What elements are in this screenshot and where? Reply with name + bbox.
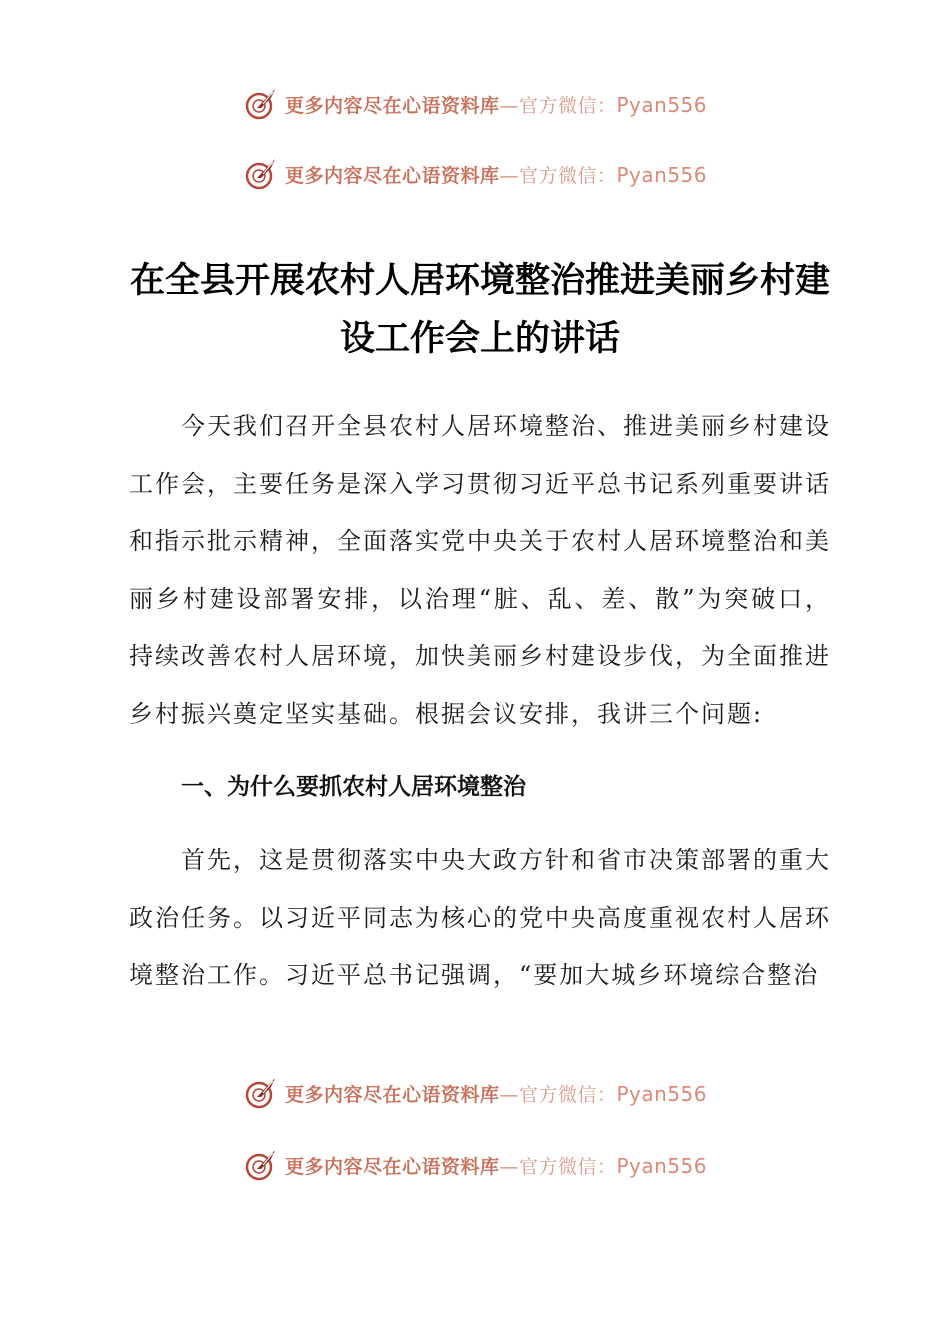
watermark-text [285, 91, 707, 118]
body-paragraph: 首先，这是贯彻落实中央大政方针和省市决策部署的重大政治任务。以习近平同志为核心的党中央高度重视农村人居环境整治工作。习近平总书记强调，“要加大城乡环境综合整治 [129, 846, 831, 989]
quill-logo-icon [243, 1075, 279, 1111]
watermark-wechat-label: 官方微信： [518, 1083, 617, 1106]
watermark-wechat-id: Pyan556 [616, 92, 708, 117]
watermark-wechat-id: Pyan556 [616, 1153, 708, 1178]
watermark-text [285, 1080, 707, 1107]
watermark-wechat-id: Pyan556 [616, 162, 708, 187]
watermark-wechat-id: Pyan556 [616, 1081, 708, 1106]
watermark-wechat-label: 官方微信： [518, 164, 617, 187]
watermark-wechat-label: 官方微信： [518, 1155, 617, 1178]
watermark-banner [0, 154, 950, 194]
quill-logo-icon [243, 1147, 279, 1183]
watermark-brand: 更多内容尽在心语资料库 [284, 1083, 500, 1106]
quill-logo-icon [243, 156, 279, 192]
watermark-separator: — [499, 164, 519, 187]
document-title: 在全县开展农村人居环境整治推进美丽乡村建设工作会上的讲话 [129, 261, 830, 359]
watermark-separator: — [499, 1083, 519, 1106]
watermark-banner [0, 1073, 950, 1113]
section-heading: 一、为什么要抓农村人居环境整治 [181, 774, 526, 800]
body-paragraph: 今天我们召开全县农村人居环境整治、推进美丽乡村建设工作会，主要任务是深入学习贯彻习近平总书记系列重要讲话和指示批示精神，全面落实党中央关于农村人居环境整治和美丽乡村建设部署安排，以治理“脏、乱、差、散”为突破口，持续改善农村人居环境，加快美丽乡村建设步伐，为全面推进乡村振兴奠定坚实基础。根据会议安排，我讲三个问题: [129, 412, 831, 728]
watermark-text [285, 161, 707, 188]
watermark-brand: 更多内容尽在心语资料库 [284, 94, 500, 117]
watermark-text [285, 1152, 707, 1179]
watermark-brand: 更多内容尽在心语资料库 [284, 164, 500, 187]
watermark-separator: — [499, 94, 519, 117]
quill-logo-icon [243, 86, 279, 122]
watermark-brand: 更多内容尽在心语资料库 [284, 1155, 500, 1178]
watermark-separator: — [499, 1155, 519, 1178]
watermark-wechat-label: 官方微信： [518, 94, 617, 117]
watermark-banner [0, 84, 950, 124]
watermark-banner [0, 1145, 950, 1185]
